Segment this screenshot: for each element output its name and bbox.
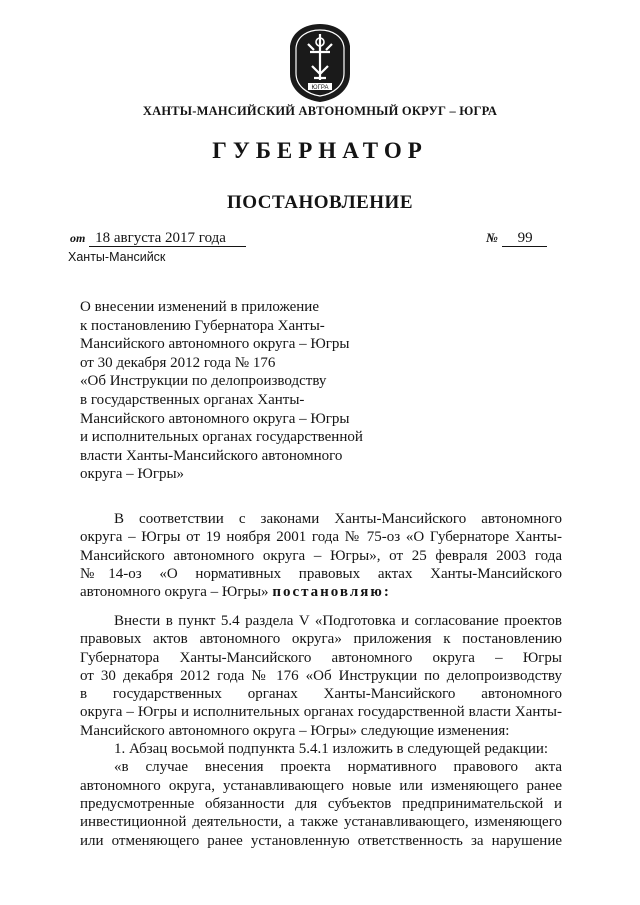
paragraph-line: Внести в пункт 5.4 раздела V «Подготовка и согласование проектов (114, 613, 562, 629)
date-line (70, 230, 246, 247)
number-line (486, 230, 547, 247)
subject-line: от 30 декабря 2012 года № 176 (80, 354, 276, 371)
preamble-last-line (80, 583, 562, 601)
resolve-word: постановляю: (272, 584, 391, 601)
subject-line: «Об Инструкции по делопроизводству (80, 373, 327, 390)
preamble-line: Мансийского автономного округа – Югры», от 25 февраля 2003 года (80, 547, 562, 564)
emblem-text: ЮГРА (311, 85, 329, 91)
preamble-line: В соответствии с законами Ханты-Мансийского автономного (114, 511, 562, 527)
paragraph-line: правовых актов автономного округа» приложения к постановлению (80, 631, 562, 648)
subject-line: в государственных органах Ханты- (80, 391, 305, 408)
paragraph-line: от 30 декабря 2012 года № 176 «Об Инструкции по делопроизводству (80, 667, 562, 684)
preamble (80, 510, 562, 601)
number-prefix: № (486, 230, 498, 245)
quote-line: «в случае внесения проекта нормативного правового акта (114, 759, 562, 776)
document-date: 18 августа 2017 года (89, 230, 246, 247)
subject-line: О внесении изменений в приложение (80, 299, 319, 315)
paragraph-line: округа – Югры и исполнительных органах государственной власти Ханты- (80, 704, 562, 721)
subject-line: Мансийского автономного округа – Югры (80, 336, 350, 353)
quote-line: или отменяющего ранее установленную ответственность за нарушение (80, 832, 562, 849)
quote-line: автономного округа, устанавливающего новые или изменяющего ранее (80, 777, 562, 794)
subject-line: и исполнительных органах государственной (80, 429, 363, 446)
city: Ханты-Мансийск (68, 250, 166, 264)
subject-line: округа – Югры» (80, 466, 185, 483)
preamble-text: автономного округа – Югры» (80, 584, 269, 601)
document-type: ПОСТАНОВЛЕНИЕ (226, 192, 414, 213)
preamble-line: №14-оз «О нормативных правовых актах Ханты-Мансийского (80, 565, 562, 582)
paragraph-line: Мансийского автономного округа – Югры» следующие изменения: (80, 722, 510, 739)
document-number: 99 (502, 230, 547, 247)
subject-line: Мансийского автономного округа – Югры (80, 410, 350, 427)
governor-title: ГУБЕРНАТОР (212, 138, 428, 163)
date-prefix: от (70, 231, 86, 245)
preamble-line: округа – Югры от 19 ноября 2001 года № 75-оз «О Губернаторе Ханты- (80, 529, 562, 546)
paragraph-1 (80, 612, 562, 850)
region-title: ХАНТЫ-МАНСИЙСКИЙ АВТОНОМНЫЙ ОКРУГ – ЮГРА (142, 104, 498, 118)
document-subject (80, 298, 400, 484)
paragraph-line: Губернатора Ханты-Мансийского автономного округа – Югры (80, 649, 562, 666)
subject-line: власти Ханты-Мансийского автономного (80, 447, 343, 464)
coat-of-arms-icon (286, 22, 354, 104)
item-1: 1. Абзац восьмой подпункта 5.4.1 изложить в следующей редакции: (114, 741, 549, 758)
quote-line: предусмотренные обязанности для субъектов предпринимательской и (80, 795, 562, 812)
quote-line: инвестиционной деятельности, а также устанавливающего, изменяющего (80, 814, 562, 831)
paragraph-line: в государственных органах Ханты-Мансийского автономного (80, 686, 562, 703)
subject-line: к постановлению Губернатора Ханты- (80, 317, 325, 334)
